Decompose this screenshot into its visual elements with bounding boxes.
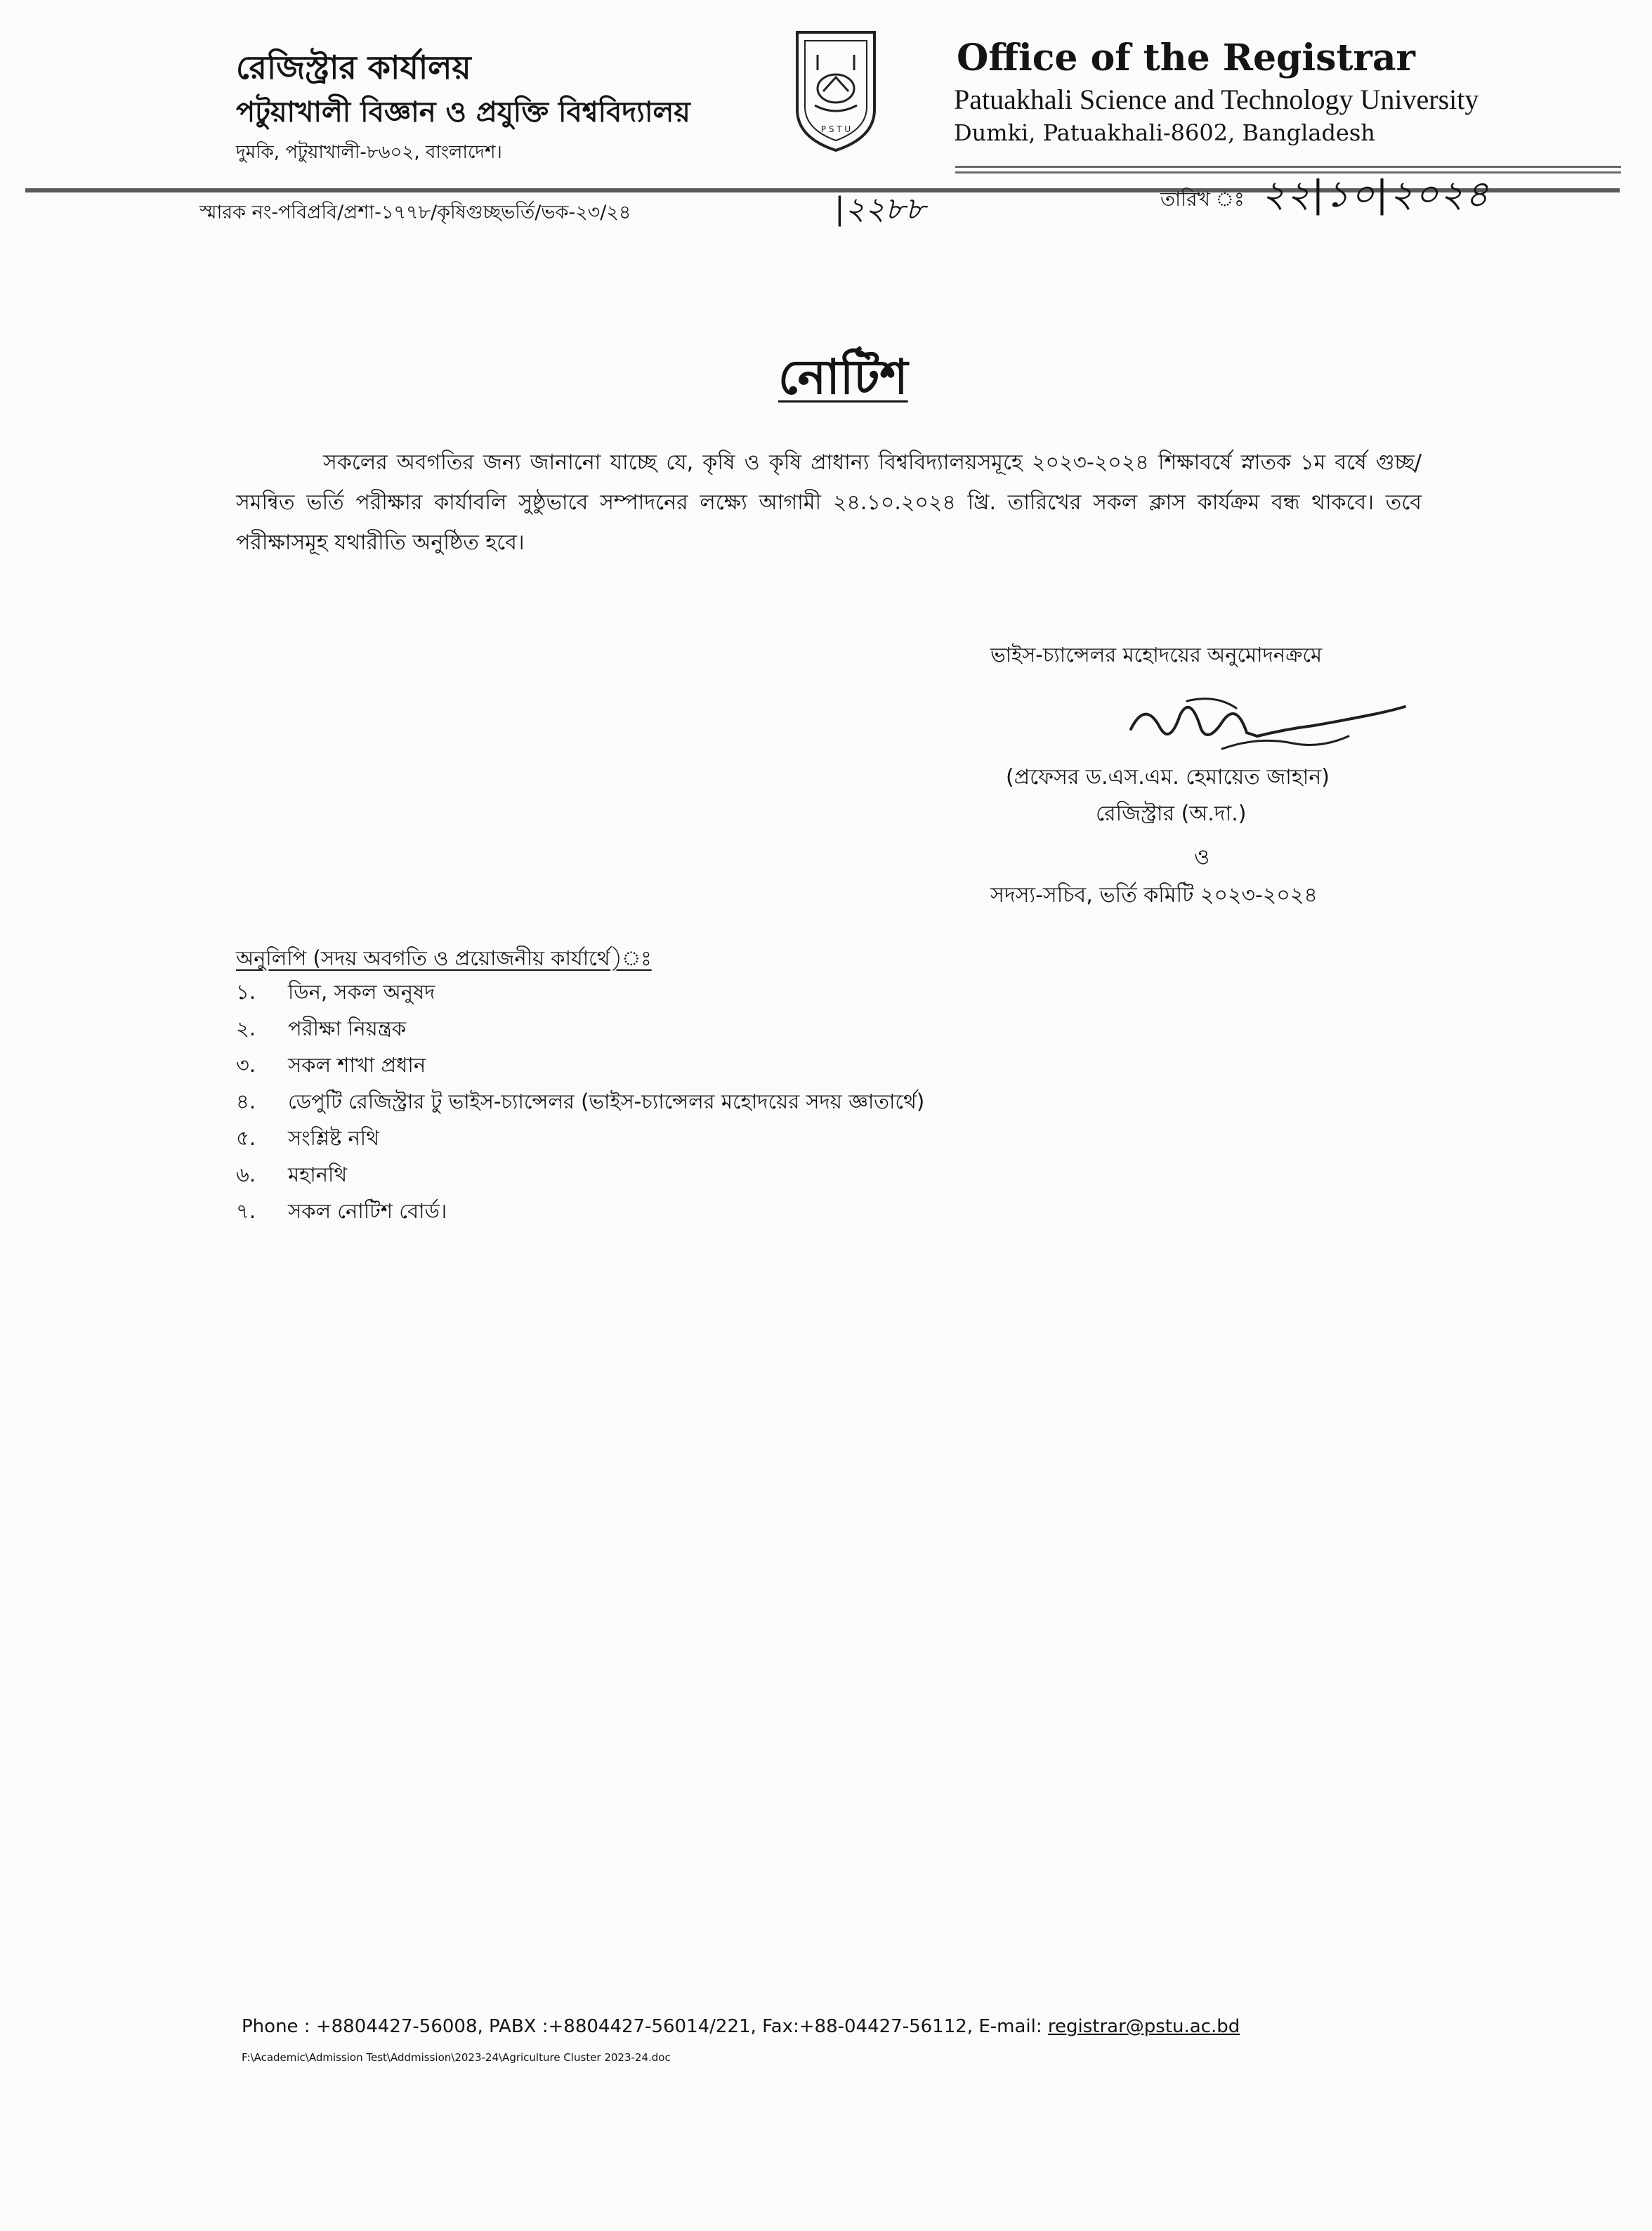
footer-contact [242,2016,1240,2037]
file-path: F:\Academic\Admission Test\Addmission\2023-24\Agriculture Cluster 2023-24.doc [242,2051,671,2064]
address-bangla: দুমকি, পটুয়াখালী-৮৬০২, বাংলাদেশ। [236,142,502,163]
list-item-number: ৩. [236,1053,256,1077]
signer-name: (প্রফেসর ড.এস.এম. হেমায়েত জাহান) [1006,765,1330,790]
signer-role: রেজিস্ট্রার (অ.দা.) [1096,802,1247,826]
list-item [236,1159,924,1196]
list-item-number: ১. [236,980,256,1004]
copies-list [236,976,924,1232]
notice-title: নোটিশ [778,350,908,405]
memo-number: স্মারক নং-পবিপ্রবি/প্রশা-১৭৭৮/কৃষিগুচ্ছভর্তি/ভক-২৩/২৪ [199,202,631,223]
list-item [236,1013,924,1049]
list-item [236,1123,924,1159]
list-item-text: ডেপুটি রেজিস্ট্রার টু ভাইস-চ্যান্সেলর (ভাইস-চ্যান্সেলর মহোদয়ের সদয় জ্ঞাতার্থে) [288,1090,925,1113]
list-item [236,976,924,1013]
copies-heading: অনুলিপি (সদয় অবগতি ও প্রয়োজনীয় কার্যার্থে)ঃ [236,946,652,970]
conjunction: ও [1194,845,1210,870]
list-item-number: ৫. [236,1126,256,1150]
list-item-number: ৬. [236,1163,256,1186]
contact-numbers: Phone : +8804427-56008, PABX :+8804427-56014/221, Fax:+88-04427-56112, E-mail: [242,2016,1048,2037]
list-item-number: ২. [236,1016,256,1040]
list-item-text: মহানথি [288,1163,348,1186]
list-item [236,1086,924,1123]
university-logo [766,27,906,153]
list-item-text: পরীক্ষা নিয়ন্ত্রক [288,1016,407,1040]
office-title-english: Office of the Registrar [957,37,1415,79]
list-item [236,1049,924,1086]
handwritten-signature [1117,687,1412,764]
list-item-text: ডিন, সকল অনুষদ [288,980,435,1004]
notice-body: সকলের অবগতির জন্য জানানো যাচ্ছে যে, কৃষি ও কৃষি প্রাধান্য বিশ্ববিদ্যালয়সমূহে ২০২৩-২০২৪ শিক্ষাবর্ষে স্নাতক ১ম বর্ষে গুচ্ছ/সমন্বিত ভর্তি পরীক্ষার কার্যাবলি সুষ্ঠুভাবে সম্পাদনের লক্ষ্যে আগামী ২৪.১০.২০২৪ খ্রি. তারিখের সকল ক্লাস কার্যক্রম বন্ধ থাকবে। তবে পরীক্ষাসমূহ যথারীতি অনুষ্ঠিত হবে। [236,450,1422,555]
list-item-text: সকল নোটিশ বোর্ড। [288,1199,447,1223]
university-name-english: Patuakhali Science and Technology University [954,84,1479,115]
approval-line: ভাইস-চ্যান্সেলর মহোদয়ের অনুমোদনক্রমে [990,643,1323,667]
list-item-number: ৭. [236,1199,256,1223]
list-item-text: সংশ্লিষ্ট নথি [288,1126,379,1150]
list-item-number: ৪. [236,1090,256,1113]
email-link[interactable]: registrar@pstu.ac.bd [1047,2016,1240,2037]
memo-number-handwritten: |২২৮৮ [834,191,926,227]
university-name-bangla: পটুয়াখালী বিজ্ঞান ও প্রযুক্তি বিশ্ববিদ্যালয় [236,96,690,129]
date-handwritten: ২২|১০|২০২৪ [1261,174,1490,216]
office-title-bangla: রেজিস্ট্রার কার্যালয় [236,48,471,86]
address-english: Dumki, Patuakhali-8602, Bangladesh [954,119,1375,146]
list-item [236,1196,924,1232]
committee-role: সদস্য-সচিব, ভর্তি কমিটি ২০২৩-২০২৪ [990,883,1318,908]
list-item-text: সকল শাখা প্রধান [288,1053,426,1077]
date-label: তারিখ ঃ [1160,188,1245,211]
logo-initials: P S T U [820,124,851,134]
